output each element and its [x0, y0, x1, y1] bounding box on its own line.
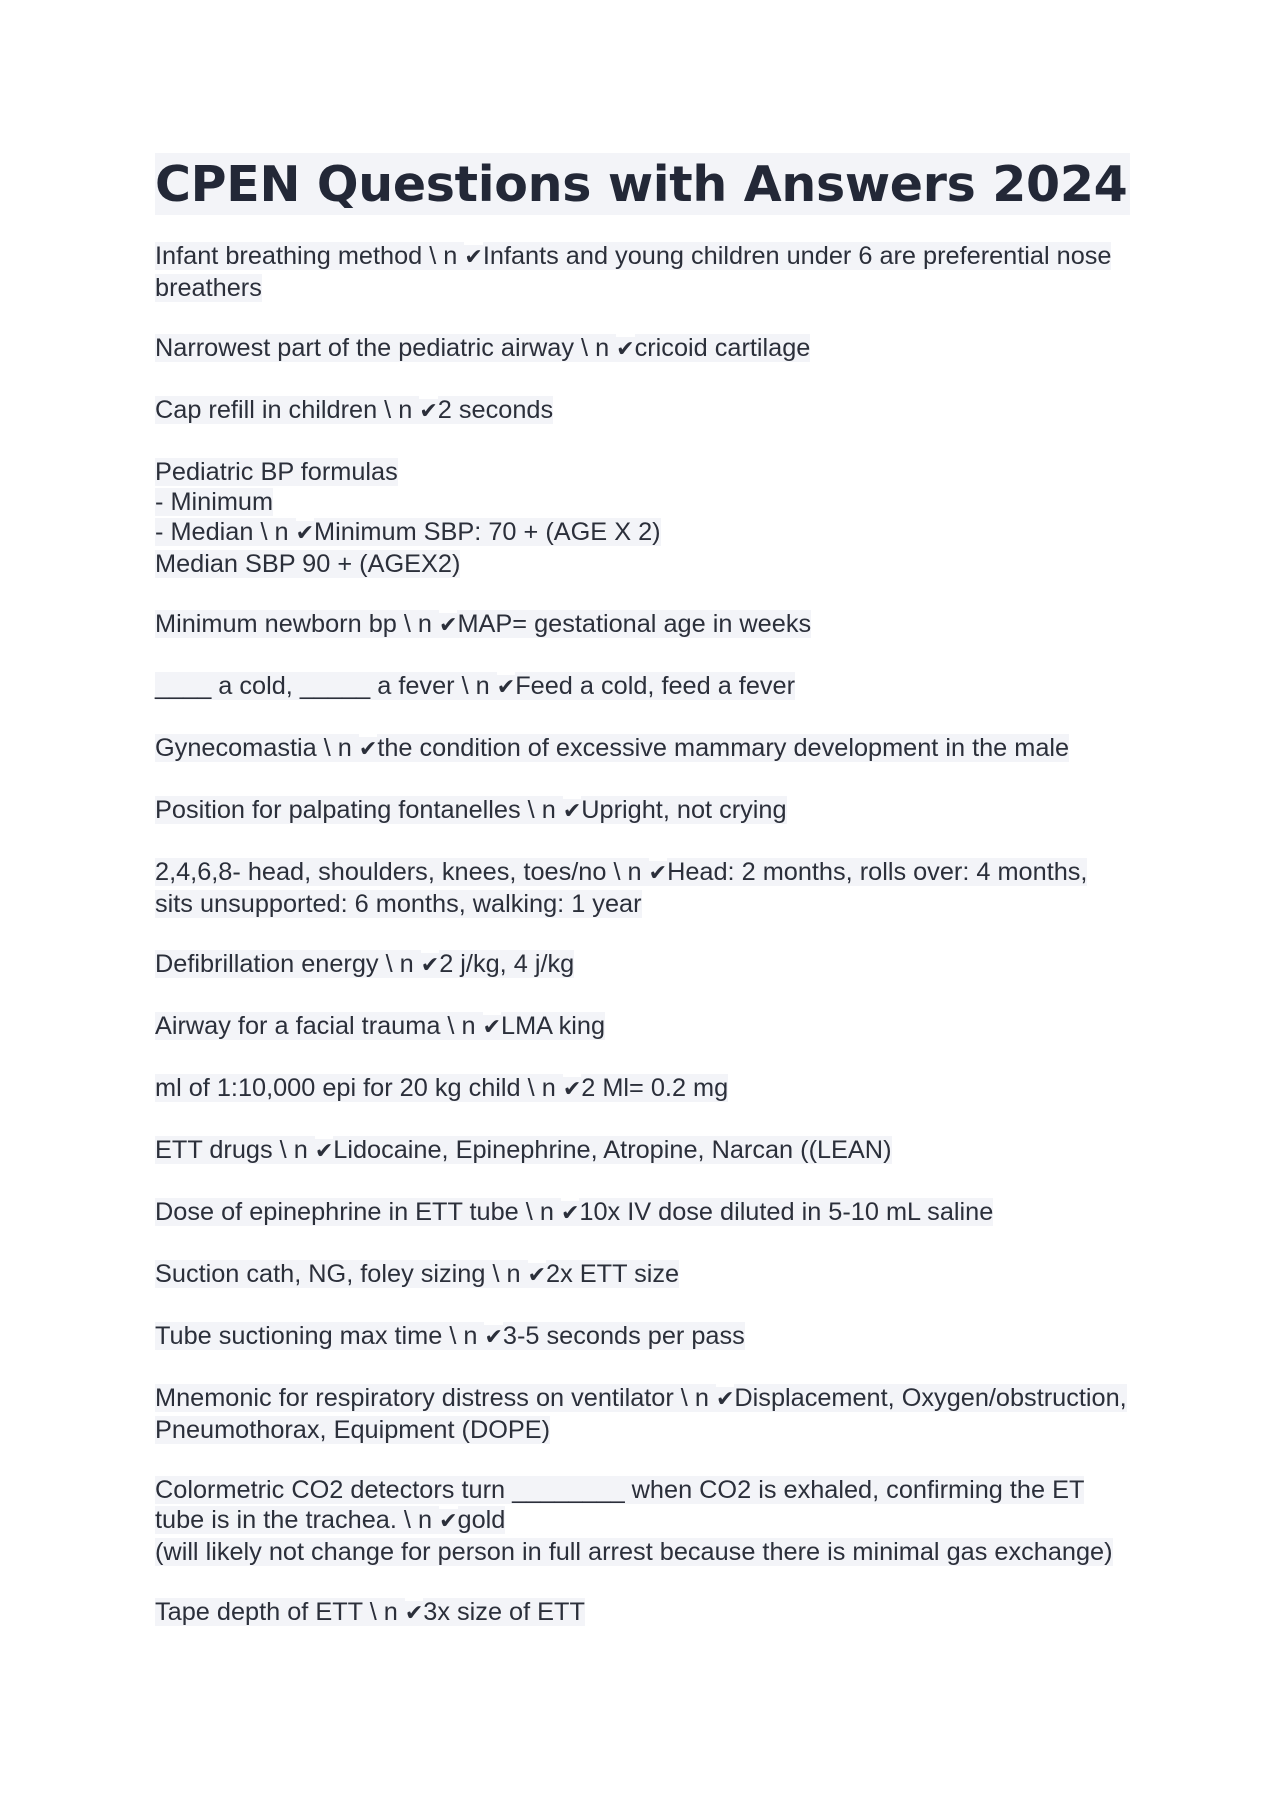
check-icon: ✔: [484, 1325, 503, 1350]
check-icon: ✔: [420, 953, 440, 978]
qa-answer: Infants and young children under 6 are preferential nose breathers: [155, 242, 1112, 302]
qa-question: Cap refill in children \ n: [155, 396, 420, 424]
qa-item: [155, 1259, 1130, 1291]
qa-question: Airway for a facial trauma \ n: [155, 1012, 483, 1040]
bp-line-4: Median SBP 90 + (AGEX2): [155, 550, 461, 578]
qa-answer: Displacement, Oxygen/obstruction, Pneumothorax, Equipment (DOPE): [155, 1384, 1127, 1444]
check-icon: ✔: [482, 1015, 502, 1040]
qa-item: [155, 333, 1130, 365]
qa-answer: 10x IV dose diluted in 5-10 mL saline: [579, 1198, 994, 1226]
qa-item: [155, 241, 1130, 303]
qa-question: Mnemonic for respiratory distress on ventilator \ n: [155, 1384, 716, 1412]
qa-answer: gold: [457, 1506, 506, 1534]
check-icon: ✔: [562, 1077, 582, 1102]
qa-item: [155, 1321, 1130, 1353]
qa-answer: Feed a cold, feed a fever: [515, 672, 796, 700]
qa-item-co2-detector: [155, 1475, 1130, 1567]
qa-question: ml of 1:10,000 epi for 20 kg child \ n: [155, 1074, 563, 1102]
check-icon: ✔: [464, 245, 483, 270]
check-icon: ✔: [648, 861, 668, 886]
check-icon: ✔: [439, 613, 458, 638]
qa-answer: 2 Ml= 0.2 mg: [581, 1074, 729, 1102]
qa-item: [155, 949, 1130, 981]
qa-answer: cricoid cartilage: [634, 334, 811, 362]
page-title: CPEN Questions with Answers 2024: [155, 153, 1130, 215]
qa-item: [155, 609, 1130, 641]
qa-question: Colormetric CO2 detectors turn ________ when CO2 is exhaled, confirming the ET tube is in the trachea. \ n: [155, 1476, 1085, 1534]
qa-item: [155, 857, 1130, 919]
qa-question: Dose of epinephrine in ETT tube \ n: [155, 1198, 561, 1226]
qa-question: Tape depth of ETT \ n: [155, 1598, 405, 1626]
bp-line-3-prefix: - Median \ n: [155, 518, 296, 546]
qa-item: [155, 1135, 1130, 1167]
qa-answer: 3x size of ETT: [423, 1598, 585, 1626]
qa-question: ____ a cold, _____ a fever \ n: [155, 672, 497, 700]
qa-question: 2,4,6,8- head, shoulders, knees, toes/no \ n: [155, 858, 649, 886]
check-icon: ✔: [439, 1509, 458, 1534]
qa-item: [155, 395, 1130, 427]
qa-question: Narrowest part of the pediatric airway \ n: [155, 334, 617, 362]
check-icon: ✔: [314, 1139, 334, 1164]
check-icon: ✔: [527, 1263, 547, 1288]
qa-answer: Upright, not crying: [581, 796, 787, 824]
qa-item: [155, 733, 1130, 765]
qa-question: Infant breathing method \ n: [155, 242, 465, 270]
qa-answer: Lidocaine, Epinephrine, Atropine, Narcan ((LEAN): [333, 1136, 892, 1164]
qa-answer: the condition of excessive mammary development in the male: [377, 734, 1070, 762]
bp-line-3-answer: Minimum SBP: 70 + (AGE X 2): [314, 518, 661, 546]
qa-question: Minimum newborn bp \ n: [155, 610, 440, 638]
qa-answer: LMA king: [501, 1012, 606, 1040]
qa-answer: MAP= gestational age in weeks: [457, 610, 812, 638]
qa-question: Defibrillation energy \ n: [155, 950, 421, 978]
document-page: [155, 153, 1130, 1659]
qa-item: [155, 795, 1130, 827]
qa-item: [155, 1383, 1130, 1445]
qa-answer: 2 seconds: [437, 396, 554, 424]
check-icon: ✔: [560, 1201, 580, 1226]
qa-answer: Head: 2 months, rolls over: 4 months, sits unsupported: 6 months, walking: 1 year: [155, 858, 1088, 918]
qa-item: [155, 1197, 1130, 1229]
check-icon: ✔: [295, 521, 315, 546]
qa-question: Position for palpating fontanelles \ n: [155, 796, 563, 824]
qa-item-bp-formulas: [155, 457, 1130, 579]
qa-answer: 2 j/kg, 4 j/kg: [439, 950, 575, 978]
qa-question: ETT drugs \ n: [155, 1136, 315, 1164]
check-icon: ✔: [358, 737, 378, 762]
check-icon: ✔: [404, 1601, 424, 1626]
check-icon: ✔: [562, 799, 582, 824]
bp-line-2: - Minimum: [155, 488, 274, 516]
check-icon: ✔: [616, 337, 635, 362]
check-icon: ✔: [496, 675, 516, 700]
qa-item: [155, 1597, 1130, 1629]
bp-line-1: Pediatric BP formulas: [155, 458, 398, 486]
qa-question: Suction cath, NG, foley sizing \ n: [155, 1260, 528, 1288]
qa-answer: 3-5 seconds per pass: [502, 1322, 745, 1350]
qa-question: Gynecomastia \ n: [155, 734, 359, 762]
qa-answer: 2x ETT size: [546, 1260, 680, 1288]
qa-answer-note: (will likely not change for person in full arrest because there is minimal gas exchange): [155, 1538, 1113, 1566]
check-icon: ✔: [715, 1387, 735, 1412]
qa-question: Tube suctioning max time \ n: [155, 1322, 485, 1350]
qa-item: [155, 1073, 1130, 1105]
check-icon: ✔: [419, 399, 438, 424]
qa-item: [155, 671, 1130, 703]
qa-item: [155, 1011, 1130, 1043]
